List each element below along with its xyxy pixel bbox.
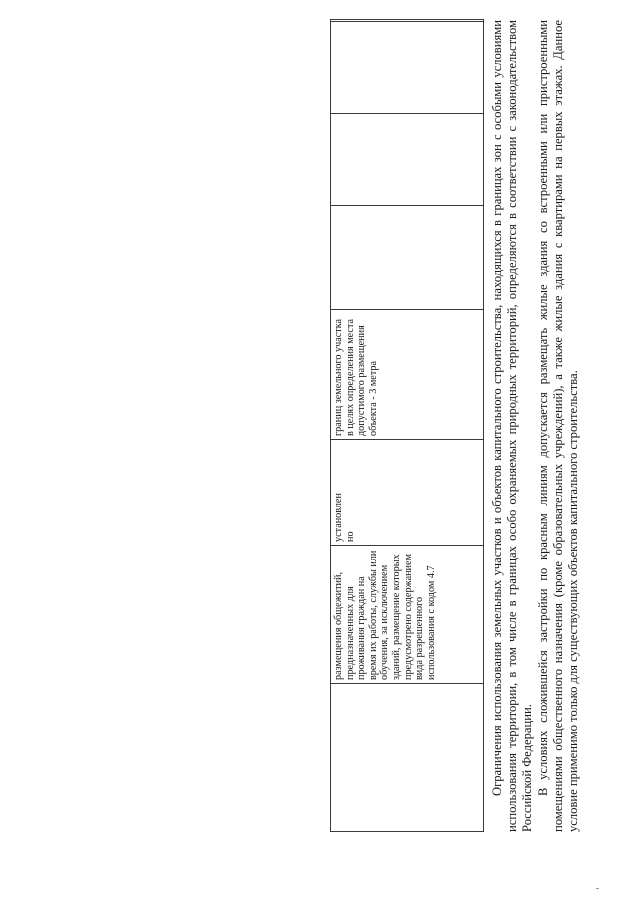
body-text [490,20,581,832]
paragraph: В условиях сложившейся застройки по красным линиям допускается размещать жилые здания со встроенными или пристроенными помещениями общественного назначения (кроме образовательных учреждений), а также жилые здания с квартирами на первых этажах. Данное условие применимо только для существующих объектов капитального строительства. [535,20,581,832]
table-row [331,20,484,832]
scan-mark [596,888,599,889]
paragraph: Ограничения использования земельных участков и объектов капитального строительства, находящихся в границах зон с особыми условиями использования территории, в том числе в границах особо охраняемых природных территорий, определяются в соответствии с законодательством Российской Федерации. [490,20,535,832]
table-cell [331,20,484,22]
table-cell [331,206,484,310]
table-cell [331,114,484,206]
table-cell [331,684,484,832]
table-cell: размещения общежитий, предназначенных для проживания граждан на время их работы, службы или обучения, за исключением зданий, размещение которых предусмотрено содержанием вида разрешенного использования с кодом 4.7 [331,546,484,684]
table-cell: установлен но [331,440,484,546]
regulations-table [330,19,484,832]
table-cell [331,22,484,114]
rotated-page-content [330,0,590,832]
table-cell: границ земельного участка в целях определения места допустимого размещения объекта - 3 метра [331,310,484,440]
